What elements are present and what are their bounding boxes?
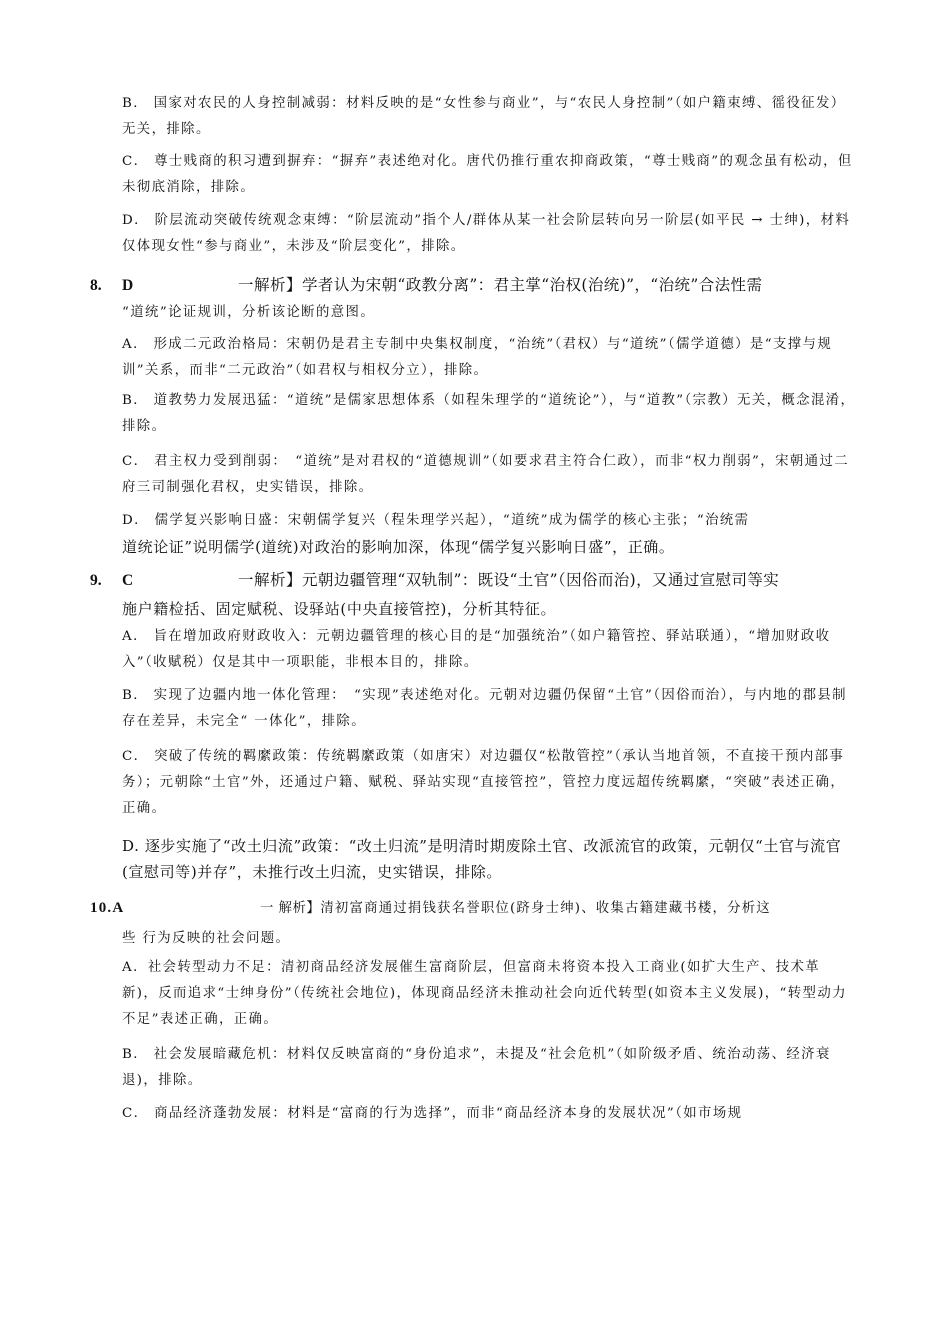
q8-option-d-line1: D． 儒学复兴影响日盛：宋朝儒学复兴（程朱理学兴起），“道统”成为儒学的核心主张；“治统需 [122, 513, 750, 528]
q10-header [90, 895, 856, 922]
q9-option-b: B． 实现了边疆内地一体化管理： “实现”表述绝对化。元朝对边疆仍保留“土官”（因俗而治），与内地的郡县制存在差异，未完全“ 一体化”，排除。 [122, 688, 847, 729]
q8-option-c: C． 君主权力受到削弱： “道统”是对君权的“道德规训”（如要求君主符合仁政），而非“权力削弱”，宋朝通过二府三司制强化君权，史实错误，排除。 [122, 454, 850, 495]
q10-option-a: A．社会转型动力不足：清初商品经济发展催生富商阶层，但富商未将资本投入工商业(如扩大生产、技术革新)，反而追求“士绅身份”（传统社会地位)，体现商品经济未推动社会向近代转型(如资本主义发展)，“转型动力不足”表述正确，正确。 [122, 960, 847, 1027]
q8-answer: D [122, 277, 134, 294]
q7-option-b: B． 国家对农民的人身控制减弱：材料反映的是“女性参与商业”，与“农民人身控制”（如户籍束缚、徭役征发）无关，排除。 [122, 96, 846, 137]
q9-stem-line2: 施户籍检括、固定赋税、设驿站(中央直接管控)，分析其特征。 [122, 600, 557, 618]
q10-number: 10.A [90, 900, 125, 916]
q9-option-c: C． 突破了传统的羁縻政策：传统羁縻政策（如唐宋）对边疆仅“松散管控”（承认当地首领，不直接干预内部事务）；元朝除“土官”外，还通过户籍、赋税、驿站实现“直接管控”，管控力度远超传统羁縻，“突破”表述正确，正确。 [122, 749, 846, 816]
q8-stem-line2: “道统”论证规训，分析该论断的意图。 [122, 305, 376, 320]
q8-header [90, 272, 856, 299]
q8-number: 8. [90, 277, 102, 294]
q10-analysis-tag: 一 解析】 [260, 901, 321, 916]
q7-option-d: D． 阶层流动突破传统观念束缚：“阶层流动”指个人/群体从某一社会阶层转向另一阶层(如平民 → 士绅)，材料仅体现女性“参与商业”，未涉及“阶层变化”，排除。 [122, 213, 851, 254]
q8-option-a: A． 形成二元政治格局：宋朝仍是君主专制中央集权制度，“治统”（君权）与“道统”（儒学道德）是“支撑与规训”关系，而非“二元政治”（如君权与相权分立），排除。 [122, 337, 833, 378]
q8-analysis-tag: 一解析】 [238, 276, 303, 294]
q8-option-b: B． 道教势力发展迅猛：“道统”是儒家思想体系（如程朱理学的“道统论”），与“道教”（宗教）无关，概念混淆，排除。 [122, 393, 856, 434]
q9-stem-line1: 元朝边疆管理“双轨制”：既设“土官”（因俗而治)，又通过宣慰司等实 [302, 571, 780, 589]
q9-header [90, 567, 856, 594]
q9-analysis-tag: 一解析】 [238, 571, 303, 589]
q8-stem-line1: 学者认为宋朝“政教分离”：君主掌“治权(治统)”，“治统”合法性需 [302, 276, 763, 294]
q9-option-a: A． 旨在增加政府财政收入：元朝边疆管理的核心目的是“加强统治”（如户籍管控、驿站联通），“增加财政收入”（收赋税）仅是其中一项职能，非根本目的，排除。 [122, 629, 831, 670]
q9-answer: C [122, 572, 134, 589]
q10-stem-line1: 清初富商通过捐钱获名誉职位(跻身士绅)、收集古籍建藏书楼，分析这 [320, 901, 771, 916]
q9-option-d: D. 逐步实施了“改土归流”政策：“改土归流”是明清时期废除土官、改派流官的政策，元朝仅“土官与流官(宣慰司等)并存”，未推行改土归流，史实错误，排除。 [122, 837, 842, 881]
q10-option-c: C． 商品经济蓬勃发展：材料是“富商的行为选择”，而非“商品经济本身的发展状况”（如市场规 [122, 1106, 743, 1121]
q10-option-b: B． 社会发展暗藏危机：材料仅反映富商的“身份追求”，未提及“社会危机”（如阶级矛盾、统治动荡、经济衰退)，排除。 [122, 1047, 831, 1088]
q7-option-c: C． 尊士贱商的积习遭到摒弃：“摒弃”表述绝对化。唐代仍推行重农抑商政策，“尊士贱商”的观念虽有松动，但未彻底消除，排除。 [122, 154, 853, 195]
q9-number: 9. [90, 572, 102, 589]
q10-stem-line2: 些 行为反映的社会问题。 [122, 931, 291, 946]
q8-option-d-line2: 道统论证”说明儒学(道统)对政治的影响加深，体现“儒学复兴影响日盛”，正确。 [122, 538, 675, 556]
